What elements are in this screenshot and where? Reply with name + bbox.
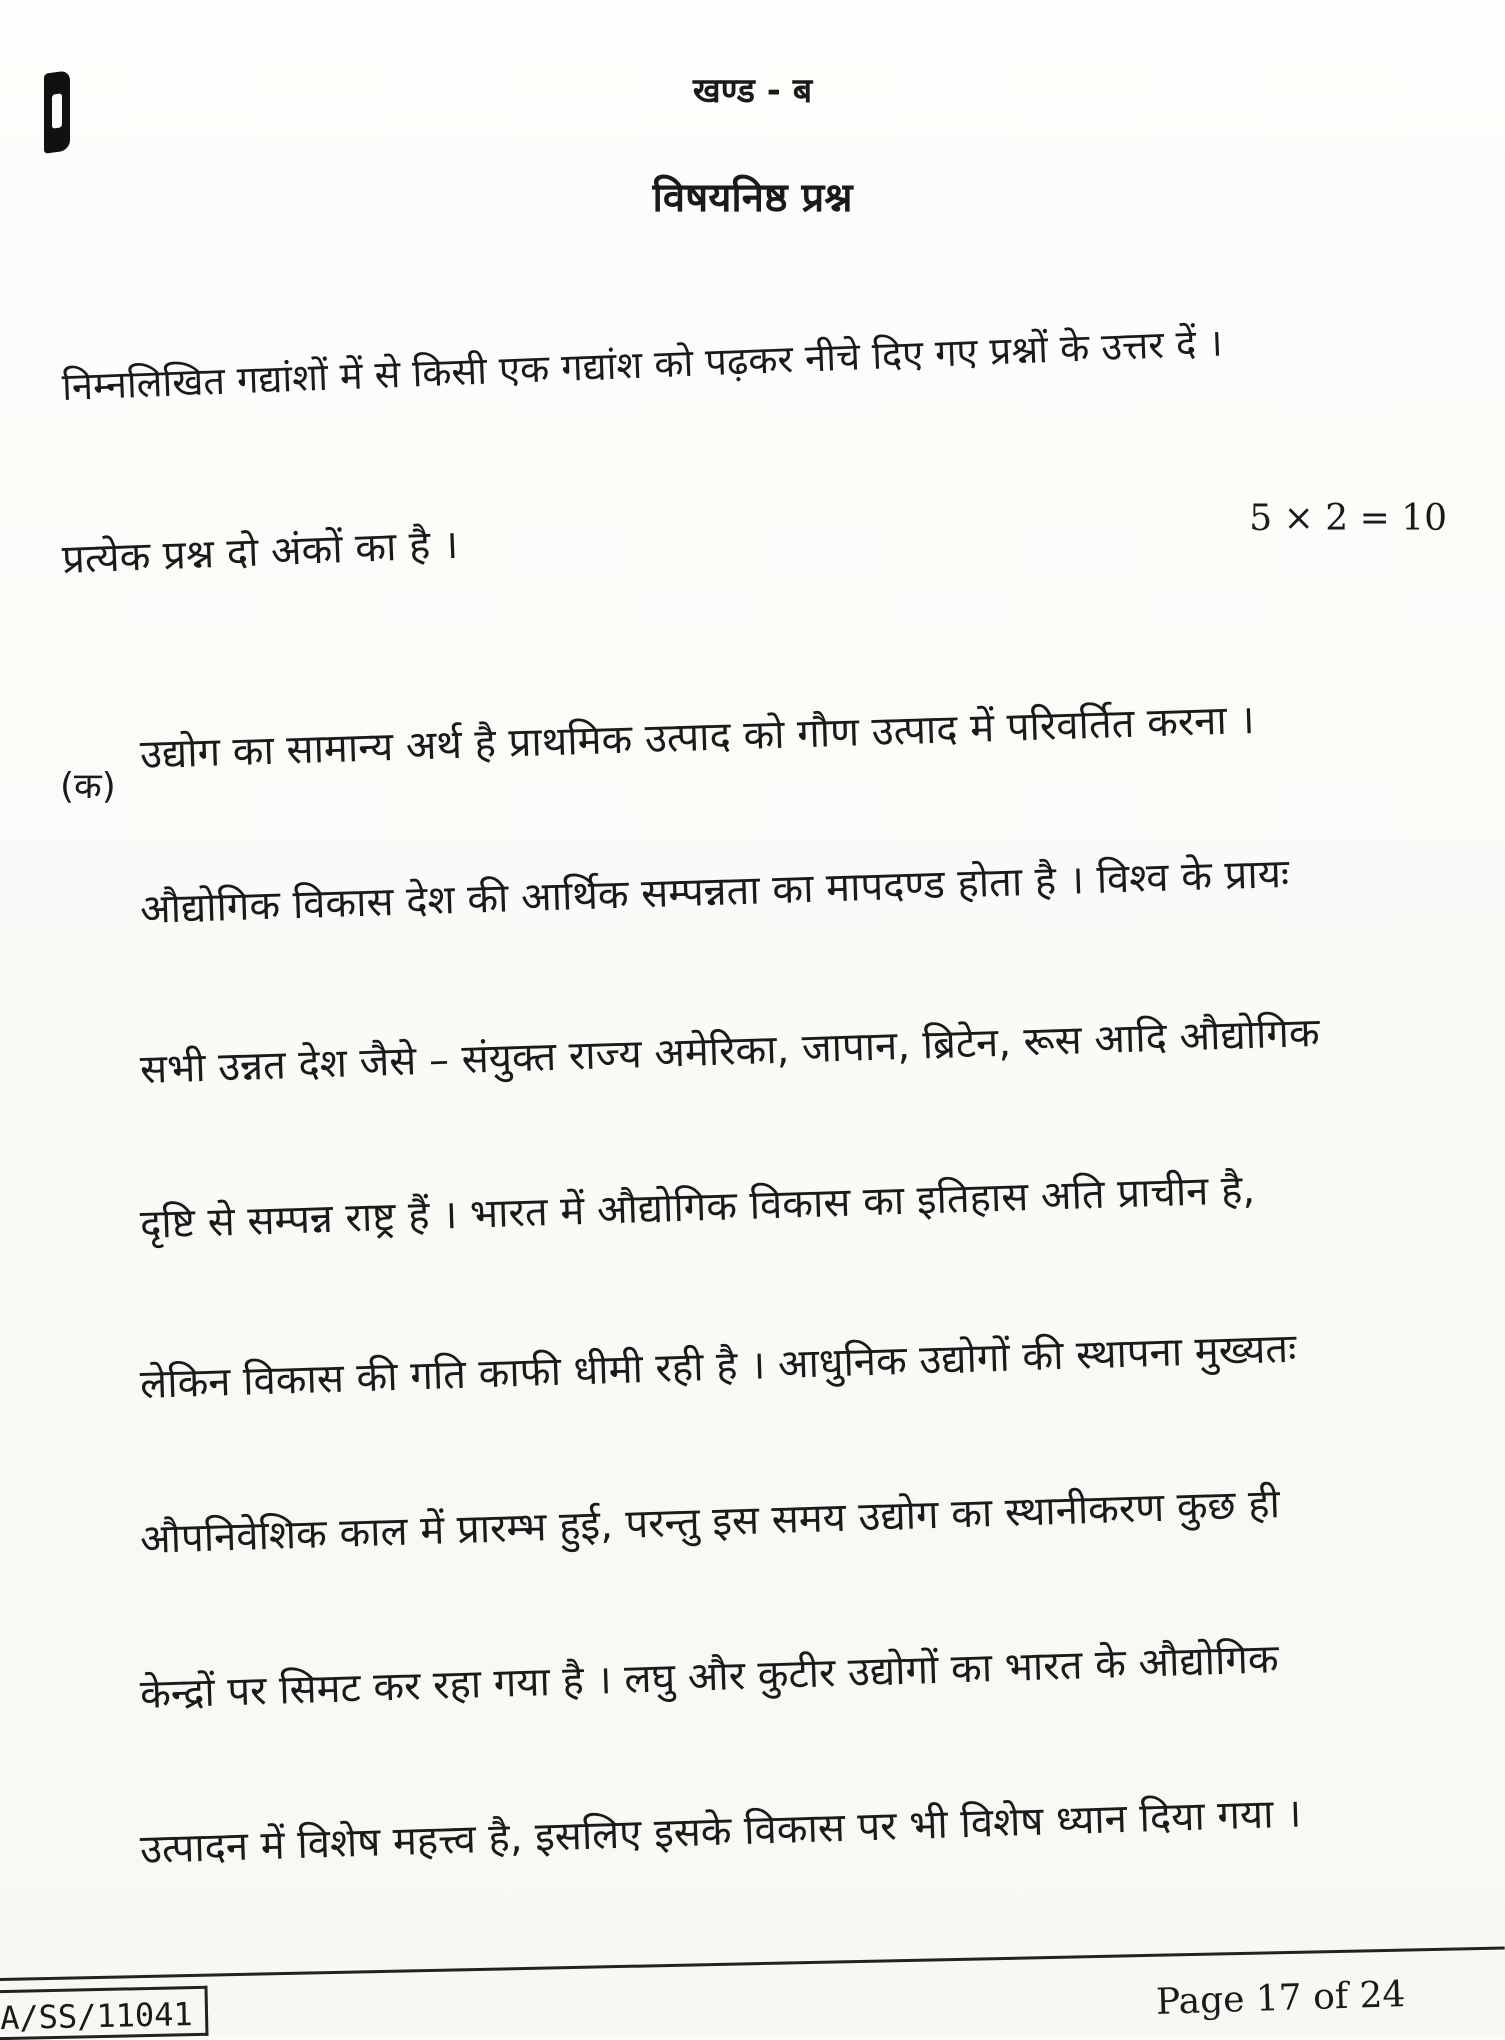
instruction-line-2: प्रत्येक प्रश्न दो अंकों का है ।	[61, 521, 460, 583]
footer-divider	[0, 1946, 1505, 1981]
section-subtitle: विषयनिष्ठ प्रश्न	[652, 175, 853, 221]
section-title: खण्ड - ब	[692, 71, 813, 111]
passage-line-3: सभी उन्नत देश जैसे – संयुक्त राज्य अमेरिका, जापान, ब्रिटेन, रूस आदि औद्योगिक	[139, 1009, 1321, 1093]
passage-line-4: दृष्टि से सम्पन्न राष्ट्र हैं । भारत में औद्योगिक विकास का इतिहास अति प्राचीन है,	[139, 1166, 1256, 1248]
passage-line-1: उद्योग का सामान्य अर्थ है प्राथमिक उत्पाद को गौण उत्पाद में परिवर्तित करना ।	[139, 696, 1256, 778]
instruction-line-1: निम्नलिखित गद्यांशों में से किसी एक गद्यांश को पढ़कर नीचे दिए गए प्रश्नों के उत्तर दें ।	[61, 320, 1224, 409]
passage-line-6: औपनिवेशिक काल में प्रारम्भ हुई, परन्तु इस समय उद्योग का स्थानीकरण कुछ ही	[139, 1481, 1281, 1563]
page-number: Page 17 of 24	[1155, 1974, 1406, 2023]
passage-line-5: लेकिन विकास की गति काफी धीमी रही है । आधुनिक उद्योगों की स्थापना मुख्यतः	[139, 1325, 1297, 1408]
question-label: (क)	[60, 766, 116, 807]
passage-line-8: उत्पादन में विशेष महत्त्व है, इसलिए इसके विकास पर भी विशेष ध्यान दिया गया ।	[139, 1790, 1302, 1873]
marks-allocation: 5 × 2 = 10	[1249, 498, 1447, 539]
paper-code: A/SS/11041	[0, 1986, 209, 2040]
passage-line-7: केन्द्रों पर सिमट कर रहा गया है । लघु और कुटीर उद्योगों का भारत के औद्योगिक	[139, 1636, 1280, 1718]
passage-line-2: औद्योगिक विकास देश की आर्थिक सम्पन्नता का मापदण्ड होता है । विश्व के प्रायः	[139, 850, 1290, 933]
